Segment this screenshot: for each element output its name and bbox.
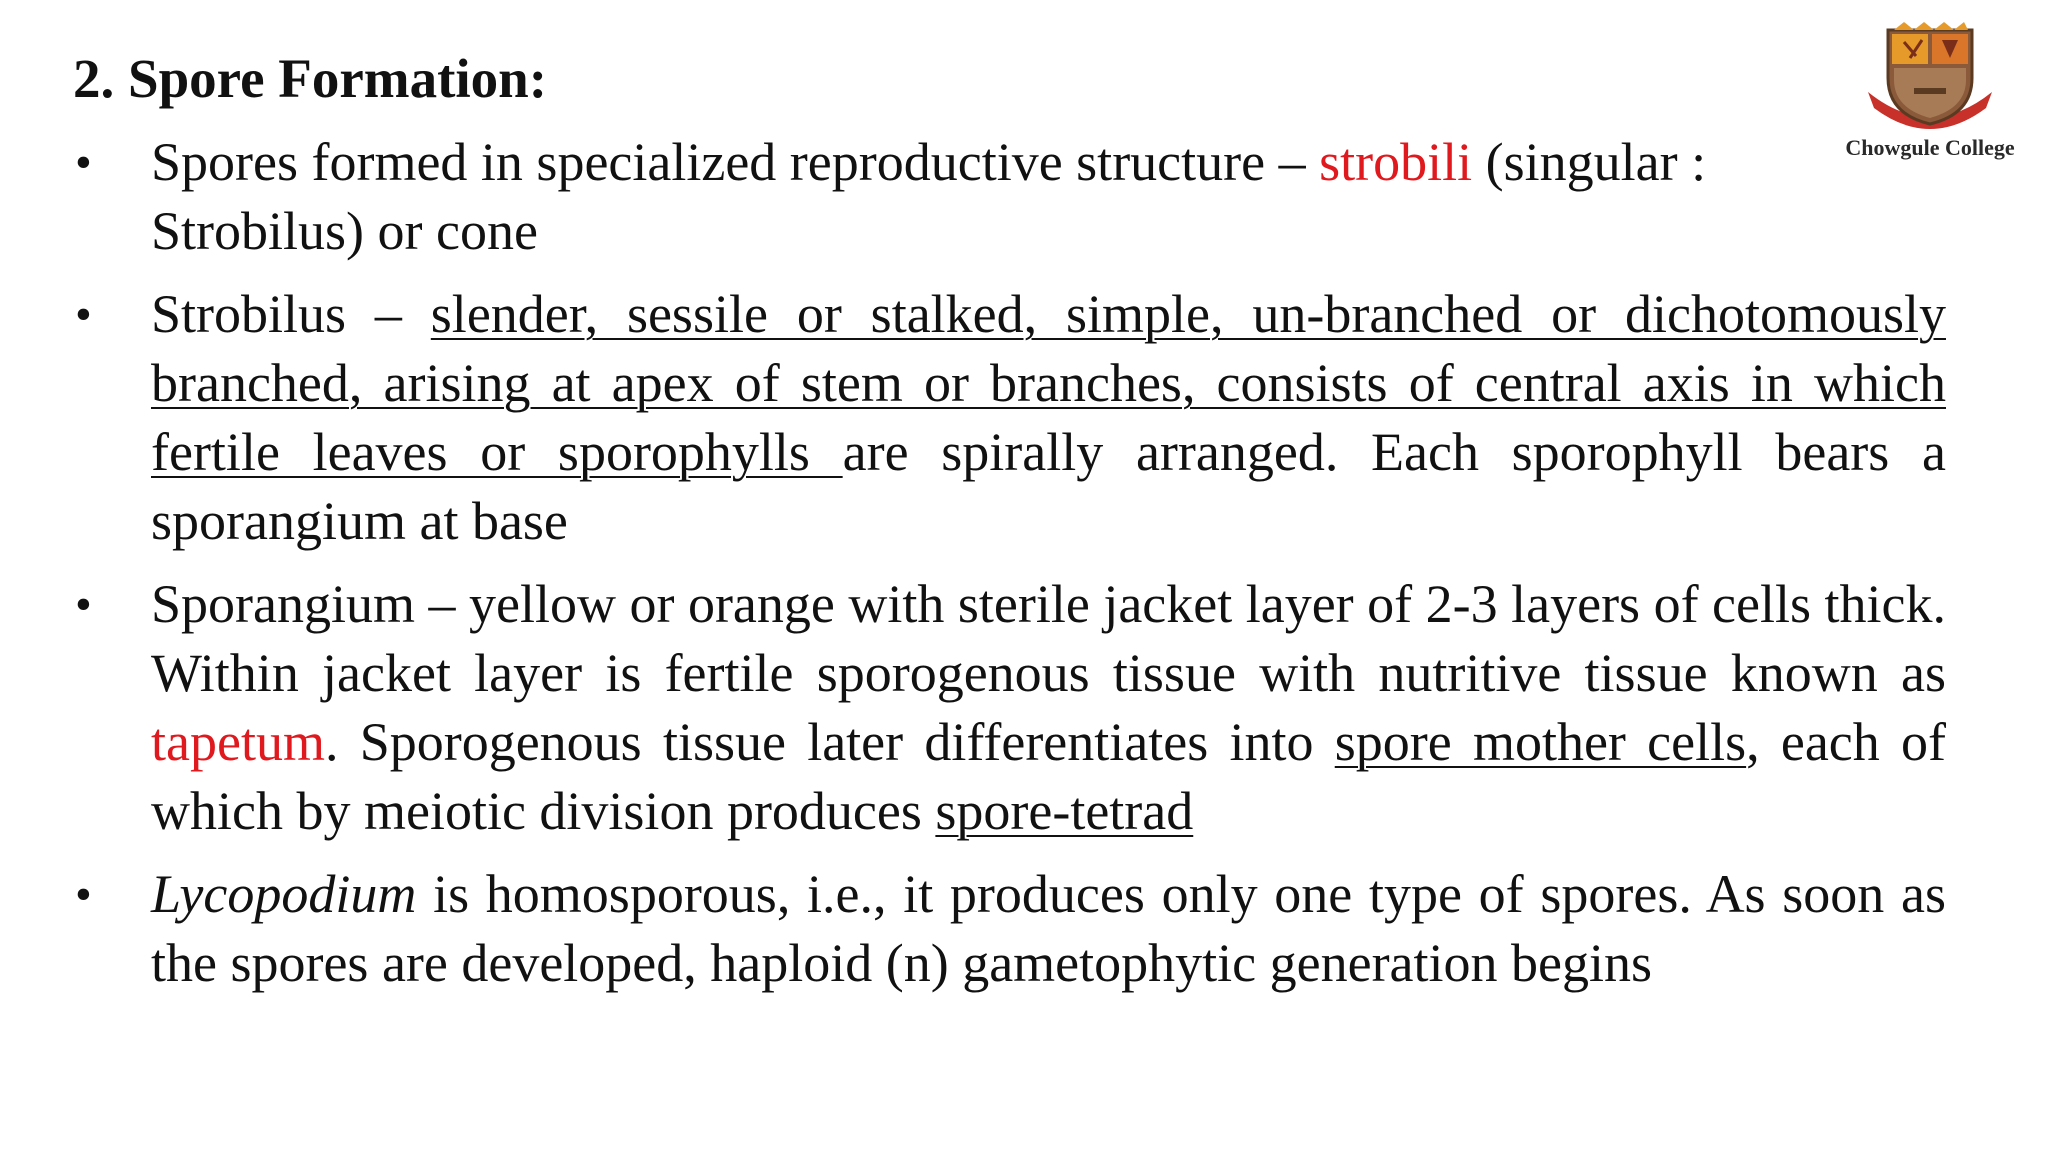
bullet-dot: • [75, 868, 92, 921]
text-run: are spirally arranged. Each sporophyll bears a sporangium at base [151, 422, 1946, 551]
text-run: . Sporogenous tissue later differentiates into [324, 712, 1335, 772]
logo-caption: Chowgule College [1845, 135, 2015, 160]
highlight-term: strobili [1319, 132, 1473, 192]
bullet-text [151, 860, 1946, 998]
text-run: Sporangium – yellow or orange with sterile jacket layer of 2-3 layers of cells thick. Within jacket layer is fertile sporogenous tissue with nutritive tissue known as [151, 574, 1946, 703]
bullet-item [73, 860, 1946, 998]
underlined-text: spore mother cells [1334, 712, 1747, 772]
underlined-text: spore-tetrad [935, 781, 1194, 841]
bullet-item [73, 128, 1885, 266]
bullet-item [73, 280, 1946, 556]
text-run: is homosporous, i.e., it produces only one type of spores. As soon as the spores are developed, haploid (n) gametophytic generation begins [151, 864, 1946, 993]
bullet-item [73, 570, 1946, 846]
text-run: (singular : Strobilus) or cone [151, 132, 1707, 261]
text-run: Spores formed in specialized reproductive structure – [151, 132, 1320, 192]
bullet-list [73, 128, 1946, 1012]
bullet-dot: • [75, 136, 92, 189]
italic-term: Lycopodium [151, 864, 417, 924]
bullet-text [151, 570, 1946, 846]
highlight-term: tapetum [151, 712, 325, 772]
college-crest-icon [1864, 22, 1996, 134]
text-run: Strobilus – [151, 284, 431, 344]
bullet-dot: • [75, 288, 92, 341]
bullet-dot: • [75, 578, 92, 631]
slide-title: 2. Spore Formation: [73, 48, 548, 109]
bullet-text [151, 280, 1946, 556]
underlined-text: slender, sessile or stalked, simple, un-branched or dichotomously branched, arising at apex of stem or branches, consists of central axis in which fertile leaves or sporophylls [151, 284, 1946, 482]
bullet-text [151, 128, 1875, 266]
text-run: , each of which by meiotic division produces [151, 712, 1946, 841]
